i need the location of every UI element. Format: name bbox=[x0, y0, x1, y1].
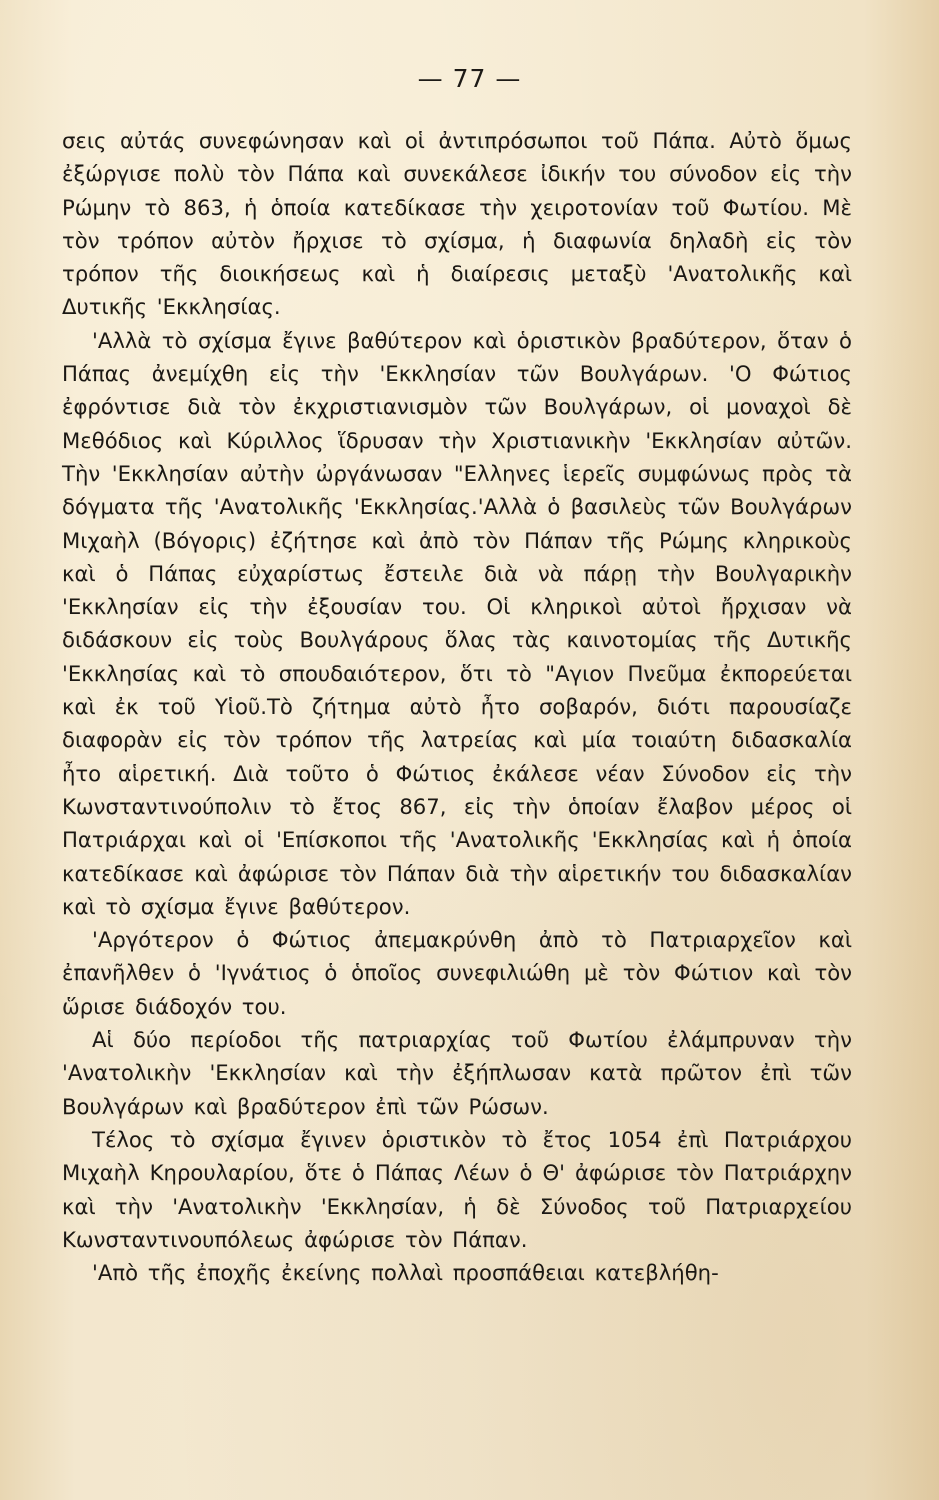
paragraph-6: 'Απὸ τῆς ἐποχῆς ἐκείνης πολλαὶ προσπάθειαι κατεβλήθη- bbox=[92, 1260, 719, 1286]
paragraph-2: 'Αλλὰ τὸ σχίσμα ἔγινε βαθύτερον καὶ ὁριστικὸν βραδύτερον, ὅταν ὁ Πάπας ἀνεμίχθη εἰς τὴν 'Εκκλησίαν τῶν Βουλγάρων. 'Ο Φώτιος ἐφρόντισε διὰ τὸν ἐκχριστιανισμὸν τῶν Βουλγάρων, οἱ μοναχοὶ δὲ Μεθόδιος καὶ Κύριλλος ἵδρυσαν τὴν Χριστιανικὴν 'Εκκλησίαν αὐτῶν. Τὴν 'Εκκλησίαν αὐτὴν ὠργάνωσαν "Ελληνες ἱερεῖς συμφώνως πρὸς τὰ δόγματα τῆς 'Ανατολικῆς 'Εκκλησίας.'Αλλὰ ὁ βασιλεὺς τῶν Βουλγάρων Μιχαὴλ (Βόγορις) ἐζήτησε καὶ ἀπὸ τὸν Πάπαν τῆς Ρώμης κληρικοὺς καὶ ὁ Πάπας εὐχαρίστως ἔστειλε διὰ νὰ πάρῃ τὴν Βουλγαρικὴν 'Εκκλησίαν εἰς τὴν ἐξουσίαν του. Οἱ κληρικοὶ αὐτοὶ ἤρχισαν νὰ διδάσκουν εἰς τοὺς Βουλγάρους ὅλας τὰς καινοτομίας τῆς Δυτικῆς 'Εκκλησίας καὶ τὸ σπουδαιότερον, ὅτι τὸ "Αγιον Πνεῦμα ἐκπορεύεται καὶ ἐκ τοῦ Υἱοῦ.Τὸ ζήτημα αὐτὸ ἦτο σοβαρόν, διότι παρουσίαζε διαφορὰν εἰς τὸν τρόπον τῆς λατρείας καὶ μία τοιαύτη διδασκαλία ἦτο αἱρετική. Διὰ τοῦτο ὁ Φώτιος ἐκάλεσε νέαν Σύνοδον εἰς τὴν Κωνσταντινούπολιν τὸ ἔτος 867, εἰς τὴν ὁποίαν ἔλαβον μέρος οἱ Πατριάρχαι καὶ οἱ 'Επίσκοποι τῆς 'Ανατολικῆς 'Εκκλησίας καὶ ἡ ὁποία κατεδίκασε καὶ ἀφώρισε τὸν Πάπαν διὰ τὴν αἱρετικήν του διδασκαλίαν καὶ τὸ σχίσμα ἔγινε βαθύτερον. bbox=[62, 327, 852, 919]
paragraph-1: σεις αὐτάς συνεφώνησαν καὶ οἱ ἀντιπρόσωποι τοῦ Πάπα. Αὐτὸ ὅμως ἐξώργισε πολὺ τὸν Πάπα καὶ συνεκάλεσε ἰδικήν του σύνοδον εἰς τὴν Ρώμην τὸ 863, ἡ ὁποία κατεδίκασε τὴν χειροτονίαν τοῦ Φωτίου. Μὲ τὸν τρόπον αὐτὸν ἤρχισε τὸ σχίσμα, ἡ διαφωνία δηλαδὴ εἰς τὸν τρόπον τῆς διοικήσεως καὶ ἡ διαίρεσις μεταξὺ 'Ανατολικῆς καὶ Δυτικῆς 'Εκκλησίας. bbox=[62, 128, 852, 320]
paragraph-3: 'Αργότερον ὁ Φώτιος ἀπεμακρύνθη ἀπὸ τὸ Πατριαρχεῖον καὶ ἐπανῆλθεν ὁ 'Ιγνάτιος ὁ ὁποῖος συνεφιλιώθη μὲ τὸν Φώτιον καὶ τὸν ὥρισε διάδοχόν του. bbox=[62, 927, 852, 1019]
body-text bbox=[62, 124, 852, 1289]
paragraph-5: Τέλος τὸ σχίσμα ἔγινεν ὁριστικὸν τὸ ἔτος 1054 ἐπὶ Πατριάρχου Μιχαὴλ Κηρουλαρίου, ὅτε ὁ Πάπας Λέων ὁ Θ' ἀφώρισε τὸν Πατριάρχην καὶ τὴν 'Ανατολικὴν 'Εκκλησίαν, ἡ δὲ Σύνοδος τοῦ Πατριαρχείου Κωνσταντινουπόλεως ἀφώρισε τὸν Πάπαν. bbox=[62, 1126, 852, 1252]
page-number: — 77 — bbox=[417, 64, 522, 93]
paragraph-4: Αἱ δύο περίοδοι τῆς πατριαρχίας τοῦ Φωτίου ἐλάμπρυναν τὴν 'Ανατολικὴν 'Εκκλησίαν καὶ τὴν ἐξήπλωσαν κατὰ πρῶτον ἐπὶ τῶν Βουλγάρων καὶ βραδύτερον ἐπὶ τῶν Ρώσων. bbox=[62, 1027, 852, 1119]
